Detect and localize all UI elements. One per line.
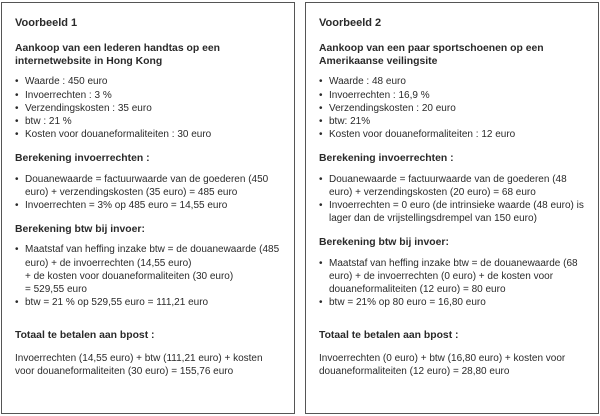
vat-basis-item bbox=[15, 243, 282, 269]
fact-item: • Kosten voor douaneformaliteiten : 30 euro bbox=[15, 128, 282, 141]
example-1-panel bbox=[1, 2, 295, 414]
example-title: Voorbeeld 2 bbox=[319, 17, 382, 29]
duties-item: • Invoerrechten = 3% op 485 euro = 14,55 euro bbox=[15, 199, 282, 212]
total-text: Invoerrechten (0 euro) + btw (16,80 euro) + kosten voor douaneformaliteiten (12 euro) = 28,80 euro bbox=[319, 352, 566, 378]
duties-item: • Douanewaarde = factuurwaarde van de goederen (48 euro) + verzendingskosten (20 euro) = 68 euro bbox=[319, 173, 586, 199]
duties-heading: Berekening invoerrechten : bbox=[319, 153, 454, 165]
total-heading: Totaal te betalen aan bpost : bbox=[15, 330, 155, 342]
vat-amount-item: • btw = 21% op 80 euro = 16,80 euro bbox=[319, 296, 586, 309]
duties-heading: Berekening invoerrechten : bbox=[15, 153, 150, 165]
facts-list bbox=[15, 75, 282, 141]
example-2-panel bbox=[305, 2, 599, 414]
fact-item: • Waarde : 450 euro bbox=[15, 75, 282, 88]
fact-item: • btw : 21 % bbox=[15, 115, 282, 128]
duties-list bbox=[15, 173, 282, 213]
fact-item: • Invoerrechten : 3 % bbox=[15, 89, 282, 102]
fact-item: • Invoerrechten : 16,9 % bbox=[319, 89, 586, 102]
vat-list bbox=[319, 257, 586, 310]
fact-item: • Verzendingskosten : 35 euro bbox=[15, 102, 282, 115]
example-title: Voorbeeld 1 bbox=[15, 17, 78, 29]
product-heading: Aankoop van een lederen handtas op een internetwebsite in Hong Kong bbox=[15, 43, 220, 68]
vat-basis-item: • Maatstaf van heffing inzake btw = de douanewaarde (68 euro) + de invoerrechten (0 euro) + de kosten voor douaneformaliteiten (12 euro) = 80 euro bbox=[319, 257, 586, 297]
fact-item: • Kosten voor douaneformaliteiten : 12 euro bbox=[319, 128, 586, 141]
vat-basis-text: Maatstaf van heffing inzake btw = de douanewaarde (485 euro) + de invoerrechten (14,55 euro) bbox=[25, 244, 280, 269]
total-heading: Totaal te betalen aan bpost : bbox=[319, 330, 459, 342]
vat-list bbox=[15, 243, 282, 309]
vat-basis-continuation: + de kosten voor douaneformaliteiten (30 euro) bbox=[25, 270, 234, 282]
duties-item: • Douanewaarde = factuurwaarde van de goederen (450 euro) + verzendingskosten (35 euro) = 485 euro bbox=[15, 173, 282, 199]
facts-list bbox=[319, 75, 586, 141]
vat-heading: Berekening btw bij invoer: bbox=[319, 237, 449, 249]
vat-basis-result: = 529,55 euro bbox=[25, 284, 87, 296]
duties-item: • Invoerrechten = 0 euro (de intrinsieke waarde (48 euro) is lager dan de vrijstellingsdrempel van 150 euro) bbox=[319, 199, 586, 225]
total-text: Invoerrechten (14,55 euro) + btw (111,21 euro) + kosten voor douaneformaliteiten (30 euro) = 155,76 euro bbox=[15, 352, 263, 378]
vat-heading: Berekening btw bij invoer: bbox=[15, 224, 145, 236]
fact-item: • Waarde : 48 euro bbox=[319, 75, 586, 88]
product-heading: Aankoop van een paar sportschoenen op een Amerikaanse veilingsite bbox=[319, 43, 544, 68]
duties-list bbox=[319, 173, 586, 226]
vat-amount-item: • btw = 21 % op 529,55 euro = 111,21 euro bbox=[15, 296, 282, 309]
fact-item: • btw: 21% bbox=[319, 115, 586, 128]
fact-item: • Verzendingskosten : 20 euro bbox=[319, 102, 586, 115]
